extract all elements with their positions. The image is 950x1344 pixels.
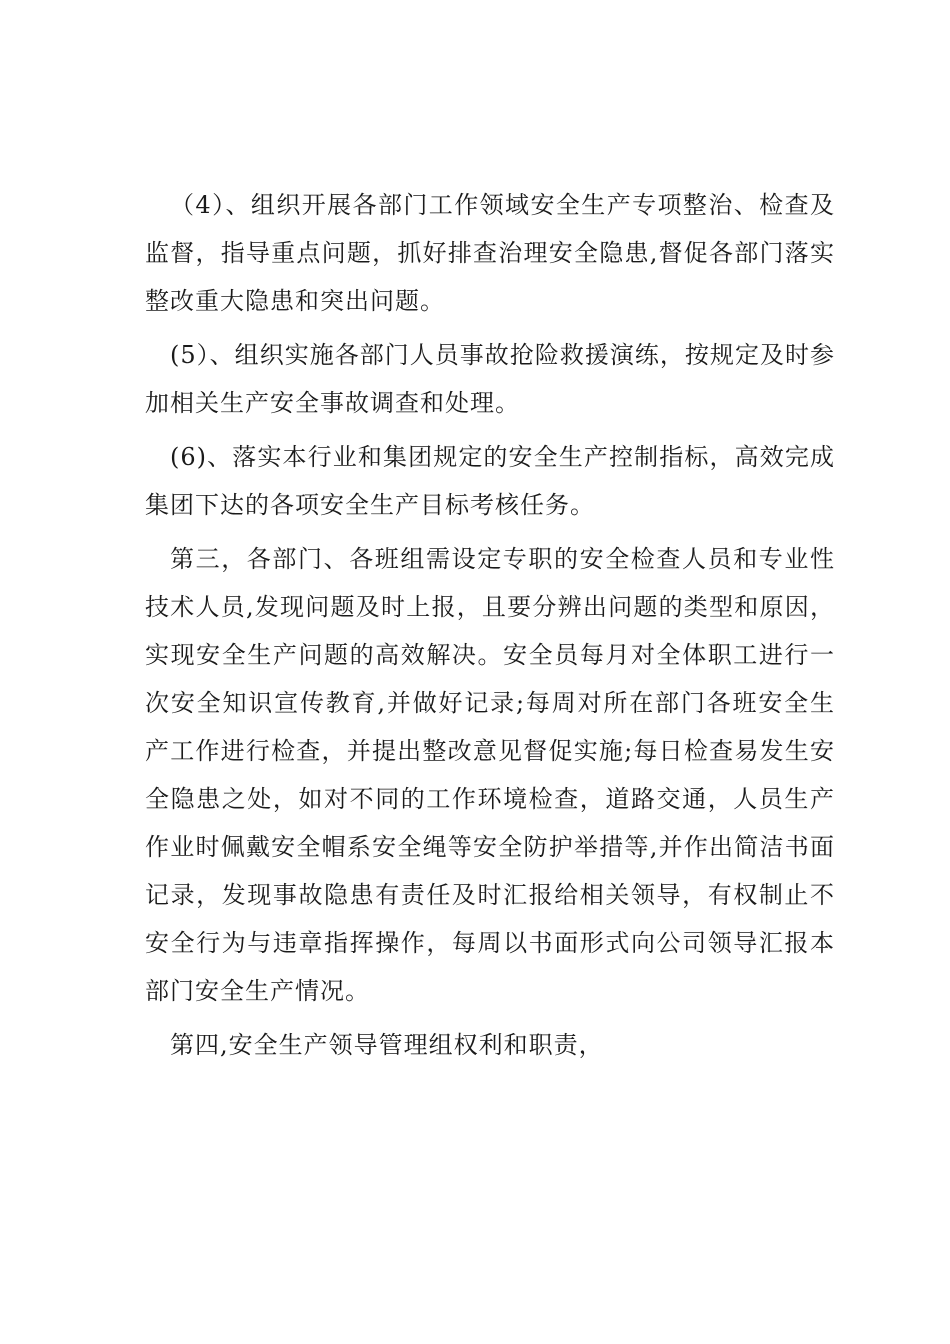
paragraph-section-4: 第四,安全生产领导管理组权利和职责， — [170, 1031, 604, 1059]
paragraph-item-5: (5）、组织实施各部门人员事故抢险救援演练，按规定及时参加相关生产安全事故调查和处理。 — [145, 341, 835, 417]
document-body — [145, 181, 835, 1075]
paragraph-item-4: （4）、组织开展各部门工作领域安全生产专项整治、检查及监督，指导重点问题，抓好排查治理安全隐患,督促各部门落实整改重大隐患和突出问题。 — [145, 191, 835, 315]
paragraph-item-6: (6)、落实本行业和集团规定的安全生产控制指标，高效完成集团下达的各项安全生产目标考核任务。 — [145, 443, 835, 519]
paragraph-section-3: 第三，各部门、各班组需设定专职的安全检查人员和专业性技术人员,发现问题及时上报，且要分辨出问题的类型和原因，实现安全生产问题的高效解决。安全员每月对全体职工进行一次安全知识宣传教育,并做好记录;每周对所在部门各班安全生产工作进行检查，并提出整改意见督促实施;每日检查易发生安全隐患之处，如对不同的工作环境检查，道路交通，人员生产作业时佩戴安全帽系安全绳等安全防护举措等,并作出简洁书面记录，发现事故隐患有责任及时汇报给相关领导，有权制止不安全行为与违章指挥操作，每周以书面形式向公司领导汇报本部门安全生产情况。 — [145, 545, 835, 1005]
